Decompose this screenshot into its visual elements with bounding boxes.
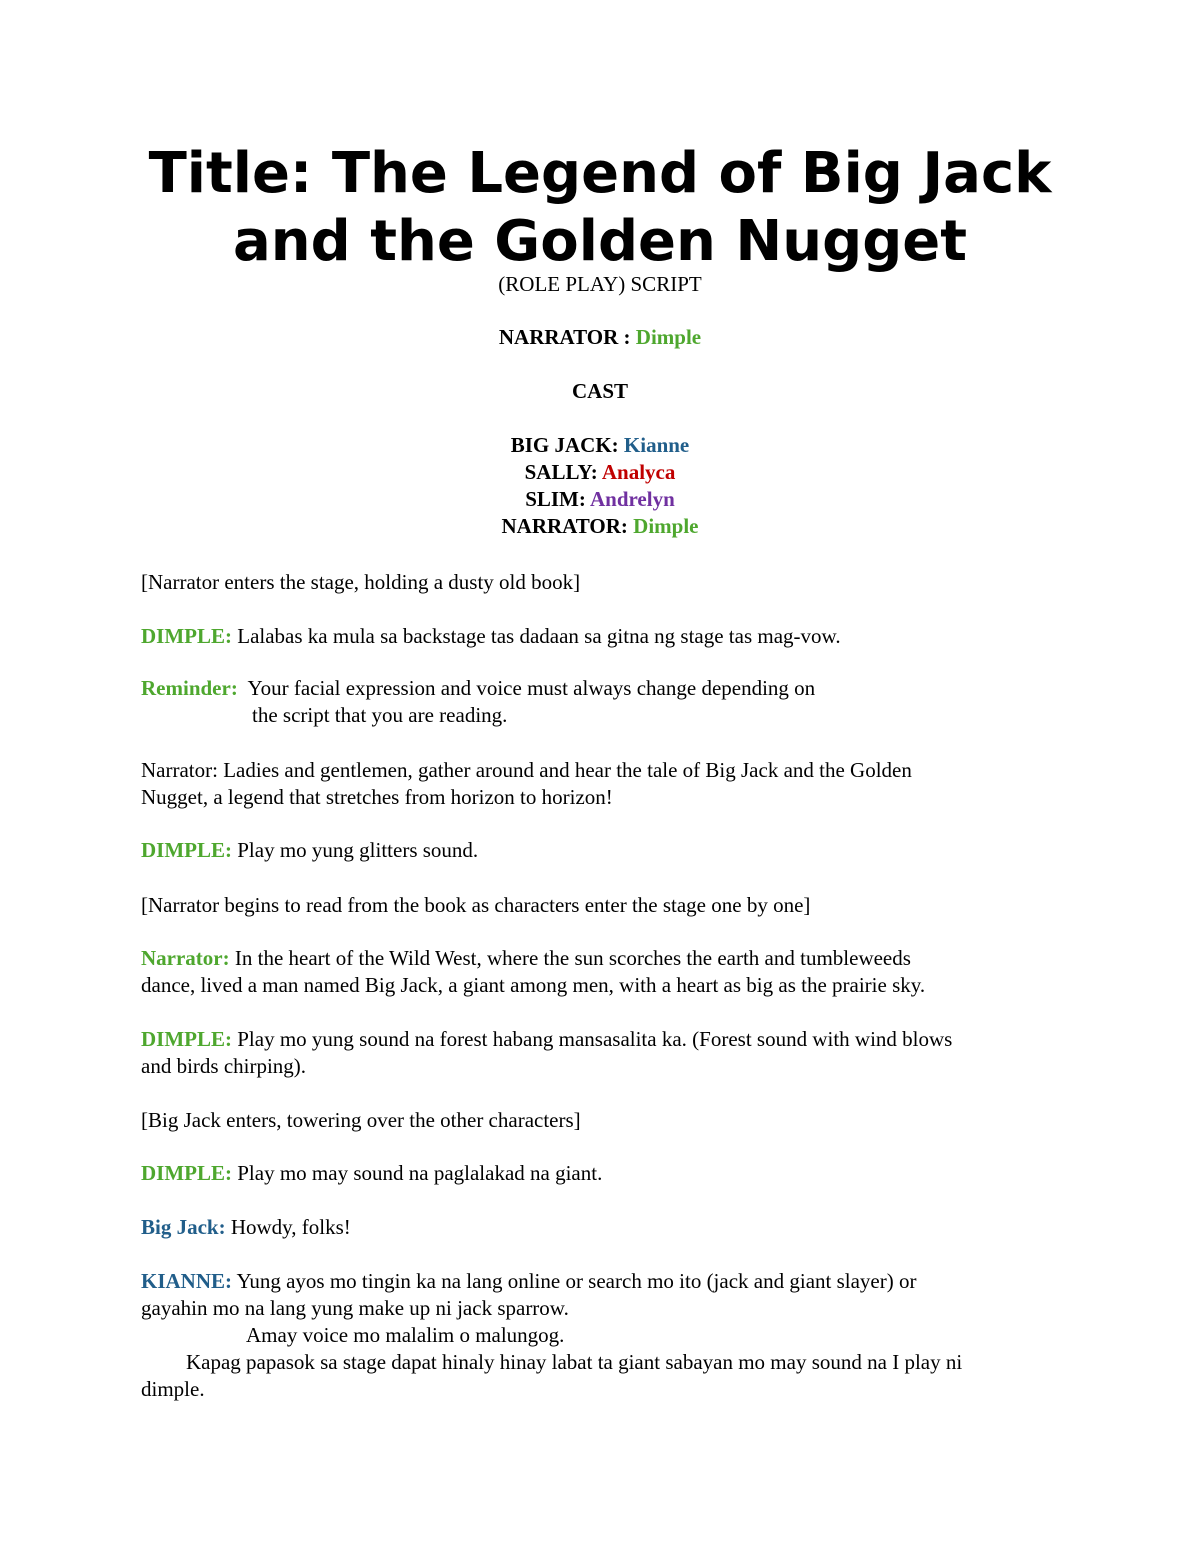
dialogue-text: Kapag papasok sa stage dapat hinaly hinay labat ta giant sabayan mo may sound na I play ni [186,1350,963,1374]
stage-direction-2: [Narrator begins to read from the book as characters enter the stage one by one] [141,893,811,917]
cast-list [0,432,1200,540]
cast-actor: Dimple [633,514,699,538]
dialogue-dimple-4 [141,1160,1071,1187]
speaker-label: DIMPLE: [141,1161,232,1185]
cast-item [0,432,1200,459]
dialogue-dimple-3 [141,1026,1071,1080]
dialogue-text: Amay voice mo malalim o malungog. [246,1323,565,1347]
cast-item [0,486,1200,513]
dialogue-text: the script that you are reading. [252,703,508,727]
document-title [0,140,1200,276]
cast-actor: Kianne [623,433,690,457]
dialogue-text: Howdy, folks! [225,1215,351,1239]
speaker-label: Narrator: [141,946,230,970]
title-line-1: Title: The Legend of Big Jack [148,141,1052,206]
speaker-label: DIMPLE: [141,624,232,648]
cast-role: SALLY: [524,460,602,484]
cast-item [0,513,1200,540]
speaker-label: Reminder: [141,676,238,700]
cast-role: BIG JACK: [510,433,624,457]
dialogue-text: dance, lived a man named Big Jack, a giant among men, with a heart as big as the prairie sky. [141,973,926,997]
narrator-header-label: NARRATOR : [498,325,636,349]
dialogue-kianne [141,1268,1071,1403]
dialogue-dimple-1 [141,623,1071,650]
dialogue-text: gayahin mo na lang yung make up ni jack sparrow. [141,1296,569,1320]
dialogue-text: Narrator: Ladies and gentlemen, gather around and hear the tale of Big Jack and the Golden [141,758,912,782]
dialogue-narrator [141,945,1071,999]
speaker-label: KIANNE: [141,1269,233,1293]
dialogue-text: Yung ayos mo tingin ka na lang online or search mo ito (jack and giant slayer) or [232,1269,917,1293]
narrator-header-name: Dimple [635,325,702,349]
dialogue-text: Lalabas ka mula sa backstage tas dadaan sa gitna ng stage tas mag-vow. [232,624,841,648]
cast-item [0,459,1200,486]
dialogue-text: Play mo may sound na paglalakad na giant. [232,1161,603,1185]
dialogue-big-jack [141,1214,1071,1241]
title-line-2: and the Golden Nugget [232,209,968,274]
stage-direction-1: [Narrator enters the stage, holding a dusty old book] [141,570,581,594]
cast-actor: Analyca [601,460,676,484]
dialogue-text: In the heart of the Wild West, where the sun scorches the earth and tumbleweeds [229,946,911,970]
cast-role: NARRATOR: [501,514,634,538]
speaker-label: Big Jack: [141,1215,226,1239]
narrator-header [0,324,1200,351]
cast-role: SLIM: [525,487,590,511]
cast-heading: CAST [571,379,629,403]
stage-direction-3: [Big Jack enters, towering over the other characters] [141,1108,581,1132]
dialogue-text: Play mo yung sound na forest habang mansasalita ka. (Forest sound with wind blows [232,1027,953,1051]
dialogue-dimple-2 [141,837,1071,864]
script-subtitle: (ROLE PLAY) SCRIPT [498,272,702,296]
cast-actor: Andrelyn [589,487,675,511]
narrator-intro [141,757,1071,811]
dialogue-text: Your facial expression and voice must always change depending on [237,676,816,700]
dialogue-text: Nugget, a legend that stretches from horizon to horizon! [141,785,613,809]
speaker-label: DIMPLE: [141,1027,232,1051]
speaker-label: DIMPLE: [141,838,232,862]
dialogue-text: and birds chirping). [141,1054,307,1078]
reminder-note [141,675,1071,729]
dialogue-text: Play mo yung glitters sound. [232,838,479,862]
dialogue-text: dimple. [141,1377,205,1401]
